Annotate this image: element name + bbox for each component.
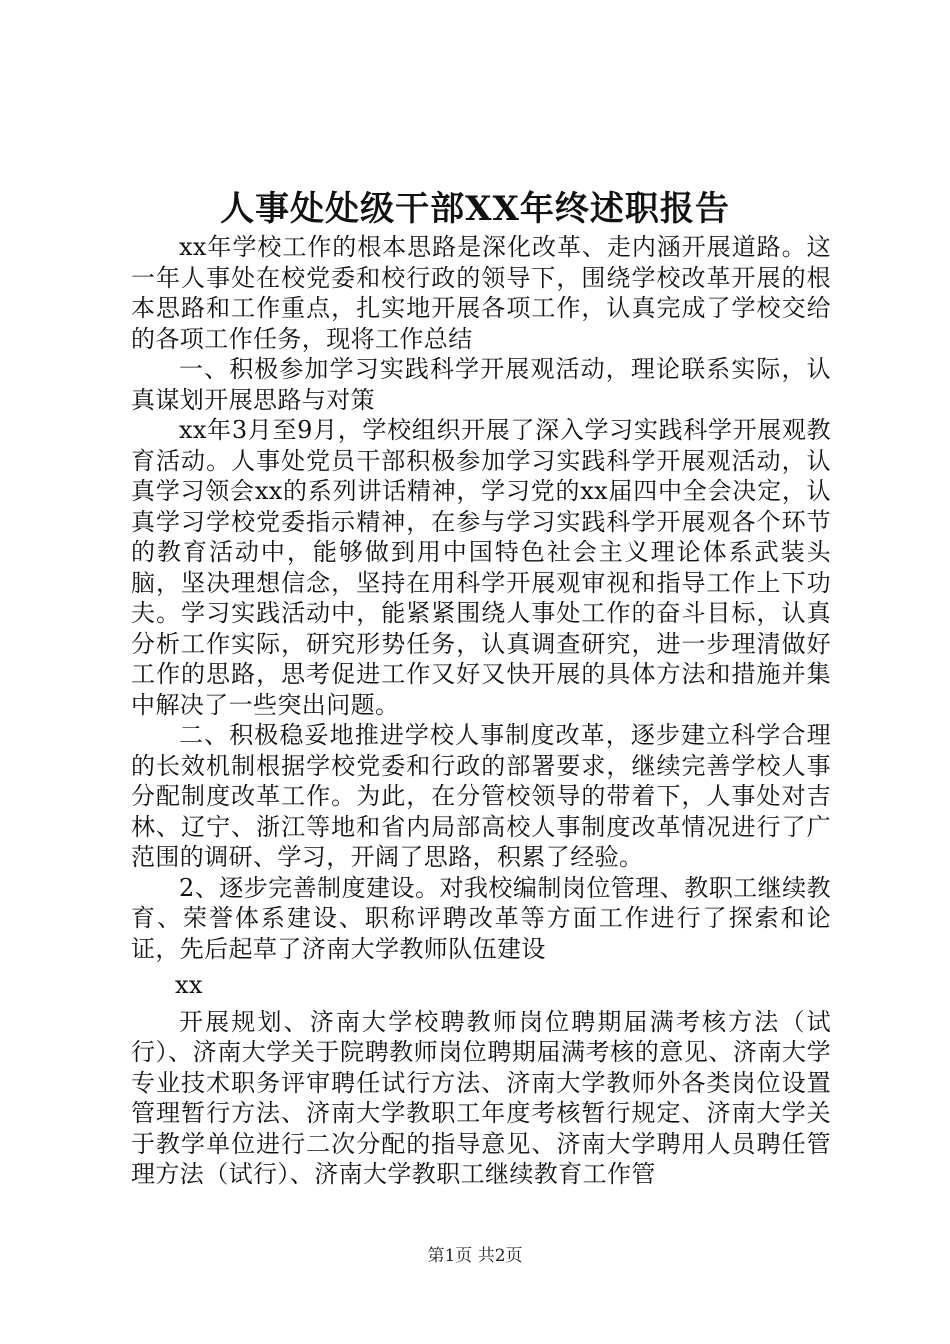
document-body: [131, 232, 831, 1190]
page-number-footer: 第1页 共2页: [427, 1246, 523, 1266]
paragraph-section-one-heading: 一、积极参加学习实践科学开展观活动，理论联系实际，认真谋划开展思路与对策: [131, 355, 831, 414]
paragraph-intro: xx年学校工作的根本思路是深化改革、走内涵开展道路。这一年人事处在校党委和校行政的领导下，围绕学校改革开展的根本思路和工作重点，扎实地开展各项工作，认真完成了学校交给的各项工作任务，现将工作总结: [131, 233, 831, 353]
paragraph-plans-list: 开展规划、济南大学校聘教师岗位聘期届满考核方法（试行）、济南大学关于院聘教师岗位聘期届满考核的意见、济南大学专业技术职务评审聘任试行方法、济南大学教师外各类岗位设置管理暂行方法、济南大学教职工年度考核暂行规定、济南大学关于教学单位进行二次分配的指导意见、济南大学聘用人员聘任管理方法（试行）、济南大学教职工继续教育工作管: [131, 1007, 831, 1188]
paragraph-xx: xx: [175, 971, 203, 999]
paragraph-section-one-body: xx年3月至9月，学校组织开展了深入学习实践科学开展观教育活动。人事处党员干部积极参加学习实践科学开展观活动，认真学习领会xx的系列讲话精神，学习党的xx届四中全会决定，认真学习学校党委指示精神，在参与学习实践科学开展观各个环节的教育活动中，能够做到用中国特色社会主义理论体系武装头脑，坚决理想信念，坚持在用科学开展观审视和指导工作上下功夫。学习实践活动中，能紧紧围绕人事处工作的奋斗目标，认真分析工作实际，研究形势任务，认真调查研究，进一步理清做好工作的思路，思考促进工作又好又快开展的具体方法和措施并集中解决了一些突出问题。: [131, 416, 831, 719]
paragraph-item-two: 2、逐步完善制度建设。对我校编制岗位管理、教职工继续教育、荣誉体系建设、职称评聘改革等方面工作进行了探索和论证，先后起草了济南大学教师队伍建设: [131, 873, 831, 963]
document-title: 人事处处级干部XX年终述职报告: [220, 189, 730, 229]
paragraph-section-two-heading: 二、积极稳妥地推进学校人事制度改革，逐步建立科学合理的长效机制根据学校党委和行政的部署要求，继续完善学校人事分配制度改革工作。为此，在分管校领导的带着下，人事处对吉林、辽宁、浙江等地和省内局部高校人事制度改革情况进行了广范围的调研、学习，开阔了思路，积累了经验。: [131, 721, 831, 871]
